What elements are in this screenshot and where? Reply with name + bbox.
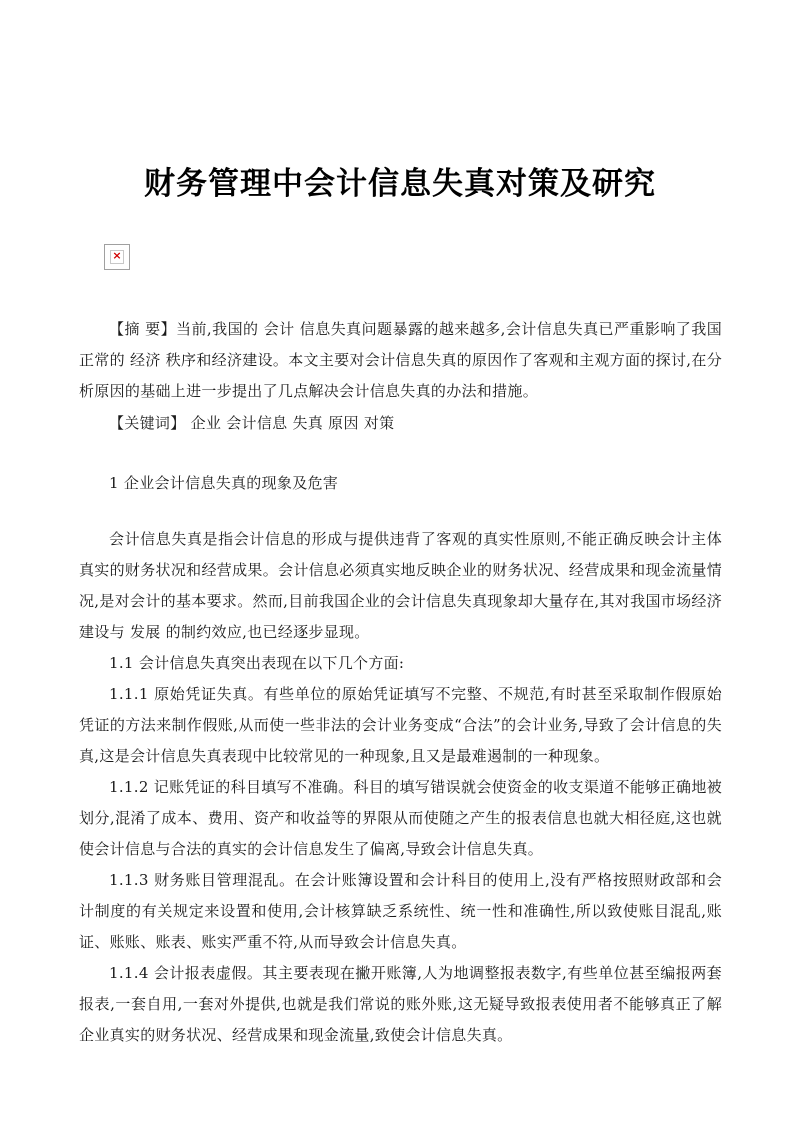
abstract-block	[79, 314, 722, 407]
subsection-1-1-1-paragraph: 1.1.1 原始凭证失真。有些单位的原始凭证填写不完整、不规范,有时甚至采取制作假原始凭证的方法来制作假账,从而使一些非法的会计业务变成“合法”的会计业务,导致了会计信息的失真,这是会计信息失真表现中比较常见的一种现象,且又是最难遏制的一种现象。	[79, 685, 722, 765]
keywords-block	[79, 408, 722, 439]
subsection-1-1-1-block	[79, 679, 722, 772]
subsection-1-1-3-paragraph: 1.1.3 财务账目管理混乱。在会计账簿设置和会计科目的使用上,没有严格按照财政部和会计制度的有关规定来设置和使用,会计核算缺乏系统性、统一性和准确性,所以致使账目混乱,账证、账账、账表、账实严重不符,从而导致会计信息失真。	[79, 871, 722, 951]
broken-image-icon	[104, 244, 130, 270]
subsection-1-1-2-block	[79, 772, 722, 865]
image-placeholder-frame	[110, 250, 124, 264]
subsection-1-1-3-block	[79, 865, 722, 958]
section-1-intro-paragraph: 会计信息失真是指会计信息的形成与提供违背了客观的真实性原则,不能正确反映会计主体真实的财务状况和经营成果。会计信息必须真实地反映企业的财务状况、经营成果和现金流量情况,是对会计的基本要求。然而,目前我国企业的会计信息失真现象却大量存在,其对我国市场经济建设与 发展 的制约效应,也已经逐步显现。	[79, 530, 722, 641]
subsection-1-1-4-block	[79, 958, 722, 1051]
keywords-paragraph: 【关键词】 企业 会计信息 失真 原因 对策	[109, 414, 395, 432]
subsection-1-1-4-paragraph: 1.1.4 会计报表虚假。其主要表现在撇开账簿,人为地调整报表数字,有些单位甚至编报两套报表,一套自用,一套对外提供,也就是我们常说的账外账,这无疑导致报表使用者不能够真正了解企业真实的财务状况、经营成果和现金流量,致使会计信息失真。	[79, 964, 722, 1044]
abstract-paragraph: 【摘 要】当前,我国的 会计 信息失真问题暴露的越来越多,会计信息失真已严重影响了我国正常的 经济 秩序和经济建设。本文主要对会计信息失真的原因作了客观和主观方面的探讨,在分析原因的基础上进一步提出了几点解决会计信息失真的办法和措施。	[79, 320, 722, 400]
section-1-intro-block	[79, 524, 722, 648]
document-title: 财务管理中会计信息失真对策及研究	[144, 166, 656, 202]
subsection-1-1-heading: 1.1 会计信息失真突出表现在以下几个方面:	[109, 654, 405, 672]
subsection-1-1-2-paragraph: 1.1.2 记账凭证的科目填写不准确。科目的填写错误就会使资金的收支渠道不能够正确地被划分,混淆了成本、费用、资产和收益等的界限从而使随之产生的报表信息也就大相径庭,这也就使会计信息与合法的真实的会计信息发生了偏离,导致会计信息失真。	[79, 778, 722, 858]
section-1-heading-block	[79, 468, 722, 499]
section-1-heading: 1 企业会计信息失真的现象及危害	[109, 474, 339, 492]
red-x-icon: ×	[112, 249, 122, 262]
subsection-1-1-block	[79, 648, 722, 679]
